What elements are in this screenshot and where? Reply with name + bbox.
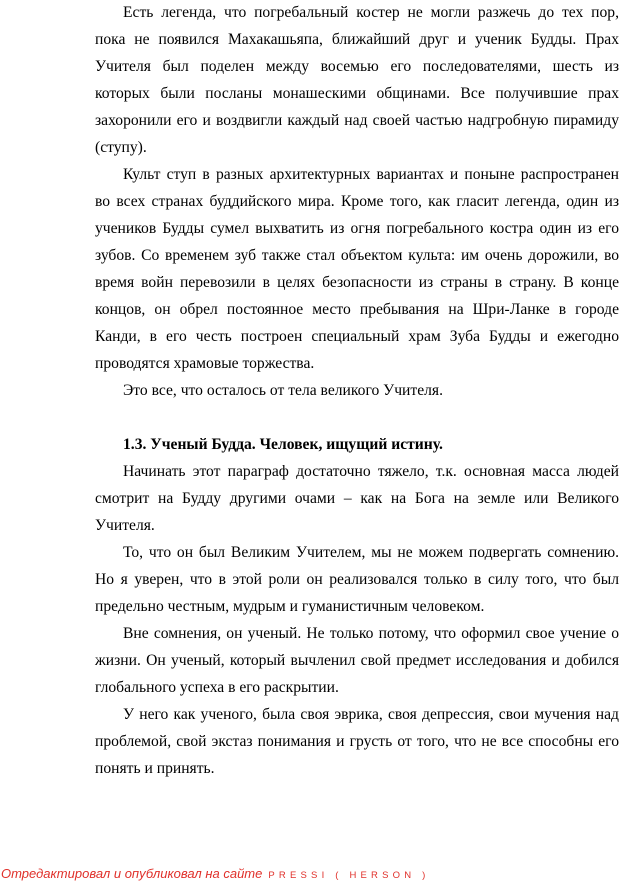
text-line: Но я уверен, что в этой роли он реализовался только в силу того, что был <box>95 571 619 588</box>
text-line: То, что он был Великим Учителем, мы не можем подвергать сомнению. <box>123 544 619 561</box>
text-line: У него как ученого, была своя эврика, своя депрессия, свои мучения над <box>123 706 619 723</box>
footer-text: Отредактировал и опубликовал на сайте <box>1 866 263 881</box>
text-line: которых были посланы монашескими общинами. Все получившие прах <box>95 85 619 102</box>
text-line: Вне сомнения, он ученый. Не только потому, что оформил свое учение о <box>123 625 619 642</box>
text-line: глобального успеха в его раскрытии. <box>95 679 339 696</box>
text-line: Учителя был поделен между восемью его последователями, шесть из <box>95 58 619 75</box>
text-line: время войн перевозили в целях безопасности из страны в страну. В конце <box>95 274 619 291</box>
text-line: проводятся храмовые торжества. <box>95 355 315 372</box>
text-line: (ступу). <box>95 139 147 156</box>
text-line: учеников Будды сумел выхватить из огня погребального костра один из его <box>95 220 619 237</box>
text-line: Начинать этот параграф достаточно тяжело, т.к. основная масса людей <box>123 463 619 480</box>
text-line: Есть легенда, что погребальный костер не могли разжечь до тех пор, <box>123 4 619 21</box>
text-line: Учителя. <box>95 517 155 534</box>
text-line: пока не появился Махакашьяпа, ближайший друг и ученик Будды. Прах <box>95 31 619 48</box>
site-footer <box>1 866 430 882</box>
text-line: зубов. Со временем зуб также стал объектом культа: им очень дорожили, во <box>95 247 619 264</box>
text-line: проблемой, свой экстаз понимания и грусть от того, что не все способны его <box>95 733 619 750</box>
text-line: Культ ступ в разных архитектурных вариантах и поныне распространен <box>123 166 619 183</box>
text-line: смотрит на Будду другими очами – как на Бога на земле или Великого <box>95 490 619 507</box>
text-line: во всех странах буддийского мира. Кроме того, как гласит легенда, один из <box>95 193 619 210</box>
text-line: понять и принять. <box>95 760 215 777</box>
text-line: жизни. Он ученый, который вычленил свой предмет исследования и добился <box>95 652 619 669</box>
text-line: Канди, в его честь построен специальный храм Зуба Будды и ежегодно <box>95 328 619 345</box>
footer-brand-link[interactable]: PRESSI ( HERSON ) <box>268 870 430 881</box>
text-line: предельно честным, мудрым и гуманистичным человеком. <box>95 598 485 615</box>
text-line: концов, он обрел постоянное место пребывания на Шри-Ланке в городе <box>95 301 619 318</box>
text-line: захоронили его и воздвигли каждый над своей частью надгробную пирамиду <box>95 112 619 129</box>
text-line: Это все, что осталось от тела великого Учителя. <box>123 382 443 399</box>
section-heading: 1.3. Ученый Будда. Человек, ищущий истину. <box>123 436 443 453</box>
